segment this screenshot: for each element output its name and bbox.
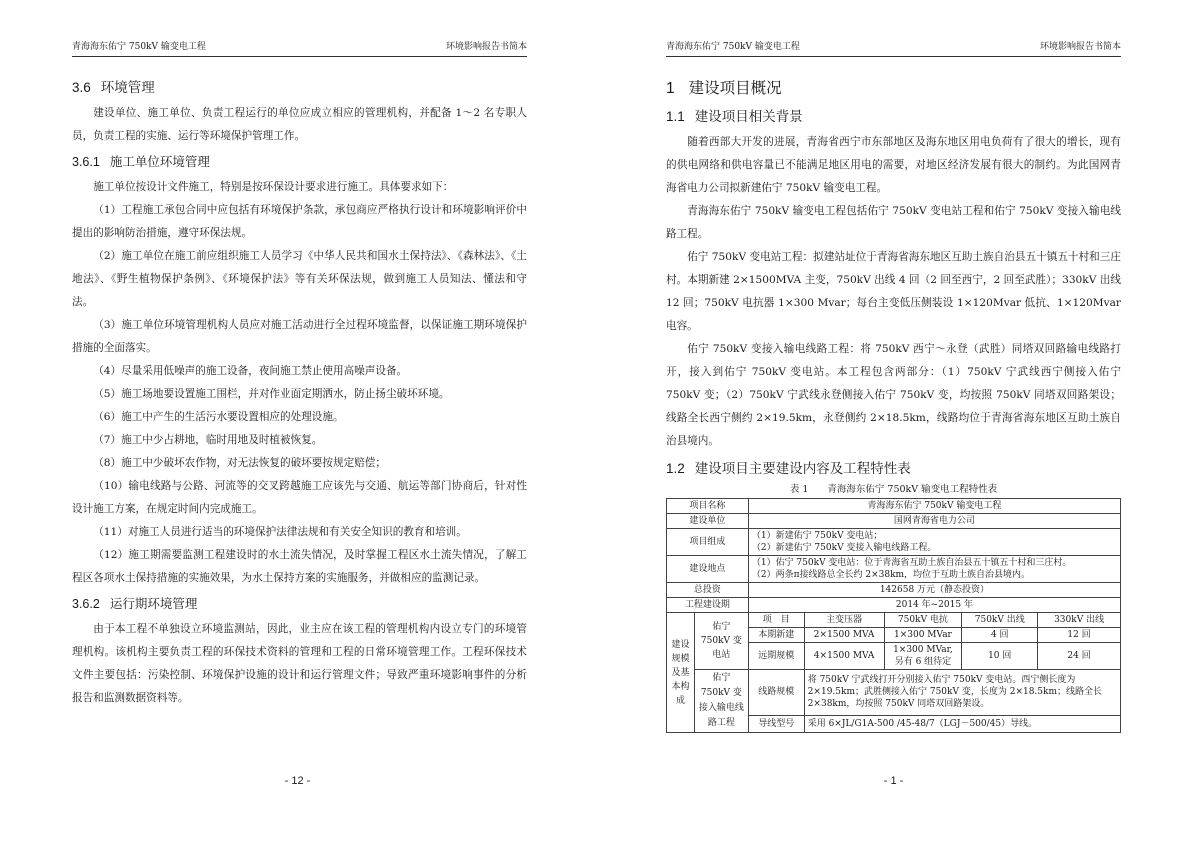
page-header xyxy=(72,40,527,57)
section-heading-1-2: 1.2 建设项目主要建设内容及工程特性表 xyxy=(666,461,911,476)
list-item: （2）施工单位在施工前应组织施工人员学习《中华人民共和国水土保持法》、《森林法》、《土地法》、《野生植物保护条例》、《环境保护法》等有关环保法规，做到施工人员知法、懂法和守法。 xyxy=(72,250,527,308)
paragraph: 由于本工程不单独设立环境监测站，因此，业主应在该工程的管理机构内设立专门的环境管理机构。该机构主要负责工程的环保技术资料的管理和工程的日常环境管理工作。工程环保技术文件主要包括：污染控制、环境保护设施的设计和运行管理文件；导致严重环境影响事件的分析报告和监测数据资料等。 xyxy=(72,623,527,704)
paragraph: 佑宁 750kV 变电站工程：拟建站址位于青海省海东地区互助土族自治县五十镇五十村和三庄村。本期新建 2×1500MVA 主变，750kV 出线 4 回（2 回至西宁，2 回至武胜）；330kV 出线 12 回；750kV 电抗器 1×300 Mvar；每台主变低压侧装设 1×120Mvar 低抗、1×120Mvar 电容。 xyxy=(666,251,1121,332)
left-page xyxy=(0,0,595,842)
table-cell: 远期规模 xyxy=(748,643,804,670)
header-doc-type: 环境影响报告书简本 xyxy=(445,42,527,52)
table-row xyxy=(667,598,1121,613)
table-cell: 4 回 xyxy=(962,628,1038,643)
table-row xyxy=(667,529,1121,556)
section-heading-3-6: 3.6 环境管理 xyxy=(72,80,155,95)
table-cell: 佑宁 750kV 变电站 xyxy=(694,613,748,670)
header-project-name: 青海海东佑宁 750kV 输变电工程 xyxy=(72,42,206,52)
table-row xyxy=(667,556,1121,583)
page-number: - 1 - xyxy=(883,775,904,787)
paragraph: 佑宁 750kV 变接入输电线路工程：将 750kV 西宁～永登（武胜）同塔双回路输电线路打开，接入到佑宁 750kV 变电站。本工程包含两部分：（1）750kV 宁武线西宁侧接入佑宁 750kV 变；（2）750kV 宁武线永登侧接入佑宁 750kV 变，均按照 750kV 同塔双回路架设；线路全长西宁侧约 2×19.5km，永登侧约 2×18.5km，线路均位于青海省海东地区互助土族自治县境内。 xyxy=(666,343,1121,447)
header-doc-type: 环境影响报告书简本 xyxy=(1039,42,1121,52)
table-cell: 330kV 出线 xyxy=(1038,613,1121,628)
table-cell: 24 回 xyxy=(1038,643,1121,670)
table-cell: 建设单位 xyxy=(667,514,749,529)
page-content xyxy=(666,76,1121,733)
list-item: （11）对施工人员进行适当的环境保护法律法规和有关安全知识的教育和培训。 xyxy=(93,526,467,538)
list-item: （4）尽量采用低噪声的施工设备，夜间施工禁止使用高噪声设备。 xyxy=(93,365,408,377)
section-heading-1-1: 1.1 建设项目相关背景 xyxy=(666,109,803,124)
table-cell: 建设地点 xyxy=(667,556,749,583)
table-cell: 本期新建 xyxy=(748,628,804,643)
list-item: （8）施工中少破坏农作物，对无法恢复的破坏要按规定赔偿； xyxy=(93,457,386,469)
table-cell: 线路规模 xyxy=(748,670,804,716)
table-cell: 项目名称 xyxy=(667,499,749,514)
page-number: - 12 - xyxy=(284,775,311,787)
project-spec-table xyxy=(666,498,1121,733)
table-row xyxy=(667,499,1121,514)
list-item: （3）施工单位环境管理机构人员应对施工活动进行全过程环境监督，以保证施工期环境保护措施的全面落实。 xyxy=(72,319,527,354)
list-item: （6）施工中产生的生活污水要设置相应的处理设施。 xyxy=(93,411,344,423)
table-cell: 750kV 电抗 xyxy=(884,613,962,628)
table-caption: 表 1 青海海东佑宁 750kV 输变电工程特性表 xyxy=(789,484,998,495)
table-cell: 工程建设期 xyxy=(667,598,749,613)
table-cell: 将 750kV 宁武线打开分别接入佑宁 750kV 变电站。西宁侧长度为 2×19.5km；武胜侧接入佑宁 750kV 变，长度为 2×18.5km；线路全长 2×38km，均按照 750kV 同塔双回路架设。 xyxy=(804,670,1120,716)
list-item: （10）输电线路与公路、河流等的交叉跨越施工应该先与交通、航运等部门协商后，针对性设计施工方案，在规定时间内完成施工。 xyxy=(72,480,527,515)
table-cell: 总投资 xyxy=(667,583,749,598)
table-cell: 10 回 xyxy=(962,643,1038,670)
table-cell: 项 目 xyxy=(748,613,804,628)
table-cell: 12 回 xyxy=(1038,628,1121,643)
table-cell: 4×1500 MVA xyxy=(804,643,884,670)
table-cell: 2×1500 MVA xyxy=(804,628,884,643)
table-cell: 主变压器 xyxy=(804,613,884,628)
section-heading-3-6-2: 3.6.2 运行期环境管理 xyxy=(72,597,198,611)
table-cell: 1×300 MVar, 另有 6 组待定 xyxy=(884,643,962,670)
table-row xyxy=(667,514,1121,529)
table-cell: 佑宁 750kV 变接入输电线路工程 xyxy=(694,670,748,733)
table-cell: 采用 6×JL/G1A-500 /45-48/7（LGJ－500/45）导线。 xyxy=(804,715,1120,733)
list-item: （7）施工中少占耕地，临时用地及时植被恢复。 xyxy=(93,434,323,446)
table-cell: 青海海东佑宁 750kV 输变电工程 xyxy=(748,499,1120,514)
list-item: （5）施工场地要设置施工围栏，并对作业面定期洒水，防止扬尘破坏环境。 xyxy=(93,388,450,400)
paragraph: 施工单位按设计文件施工，特别是按环保设计要求进行施工。具体要求如下： xyxy=(93,181,454,193)
paragraph: 建设单位、施工单位、负责工程运行的单位应成立相应的管理机构，并配备 1～2 名专职人员，负责工程的实施、运行等环境保护管理工作。 xyxy=(72,107,527,142)
table-row xyxy=(667,613,1121,628)
list-item: （1）工程施工承包合同中应包括有环境保护条款，承包商应严格执行设计和环境影响评价中提出的影响防治措施，遵守环保法规。 xyxy=(72,204,527,239)
list-item: （12）施工期需要监测工程建设时的水土流失情况，及时掌握工程区水土流失情况，了解工程区各项水土保持措施的实施效果，为水土保持方案的实施服务，并做相应的监测记录。 xyxy=(72,549,527,584)
table-cell: 导线型号 xyxy=(748,715,804,733)
table-cell: 142658 万元（静态投资） xyxy=(748,583,1120,598)
table-cell: 建设规模及基本构成 xyxy=(667,613,695,733)
table-cell: （1）新建佑宁 750kV 变电站； （2）新建佑宁 750kV 变接入输电线路工程。 xyxy=(748,529,1120,556)
table-cell: 国网青海省电力公司 xyxy=(748,514,1120,529)
page-header xyxy=(666,40,1121,57)
paragraph: 随着西部大开发的进展，青海省西宁市东部地区及海东地区用电负荷有了很大的增长，现有的供电网络和供电容量已不能满足地区用电的需要，对地区经济发展有很大的制约。为此国网青海省电力公司拟新建佑宁 750kV 输变电工程。 xyxy=(666,136,1121,194)
table-row xyxy=(667,583,1121,598)
page-content xyxy=(72,76,527,710)
table-cell: 项目组成 xyxy=(667,529,749,556)
right-page xyxy=(596,0,1191,842)
header-project-name: 青海海东佑宁 750kV 输变电工程 xyxy=(666,42,800,52)
table-cell: 2014 年~2015 年 xyxy=(748,598,1120,613)
table-row xyxy=(667,670,1121,716)
table-cell: 1×300 MVar xyxy=(884,628,962,643)
section-heading-3-6-1: 3.6.1 施工单位环境管理 xyxy=(72,155,210,169)
paragraph: 青海海东佑宁 750kV 输变电工程包括佑宁 750kV 变电站工程和佑宁 750kV 变接入输电线路工程。 xyxy=(666,205,1121,240)
section-heading-1: 1 建设项目概况 xyxy=(666,80,782,97)
table-cell: 750kV 出线 xyxy=(962,613,1038,628)
table-cell: （1）佑宁 750kV 变电站：位于青海省互助土族自治县五十镇五十村和三庄村。 （2）两条π接线路总全长约 2×38km，均位于互助土族自治县境内。 xyxy=(748,556,1120,583)
